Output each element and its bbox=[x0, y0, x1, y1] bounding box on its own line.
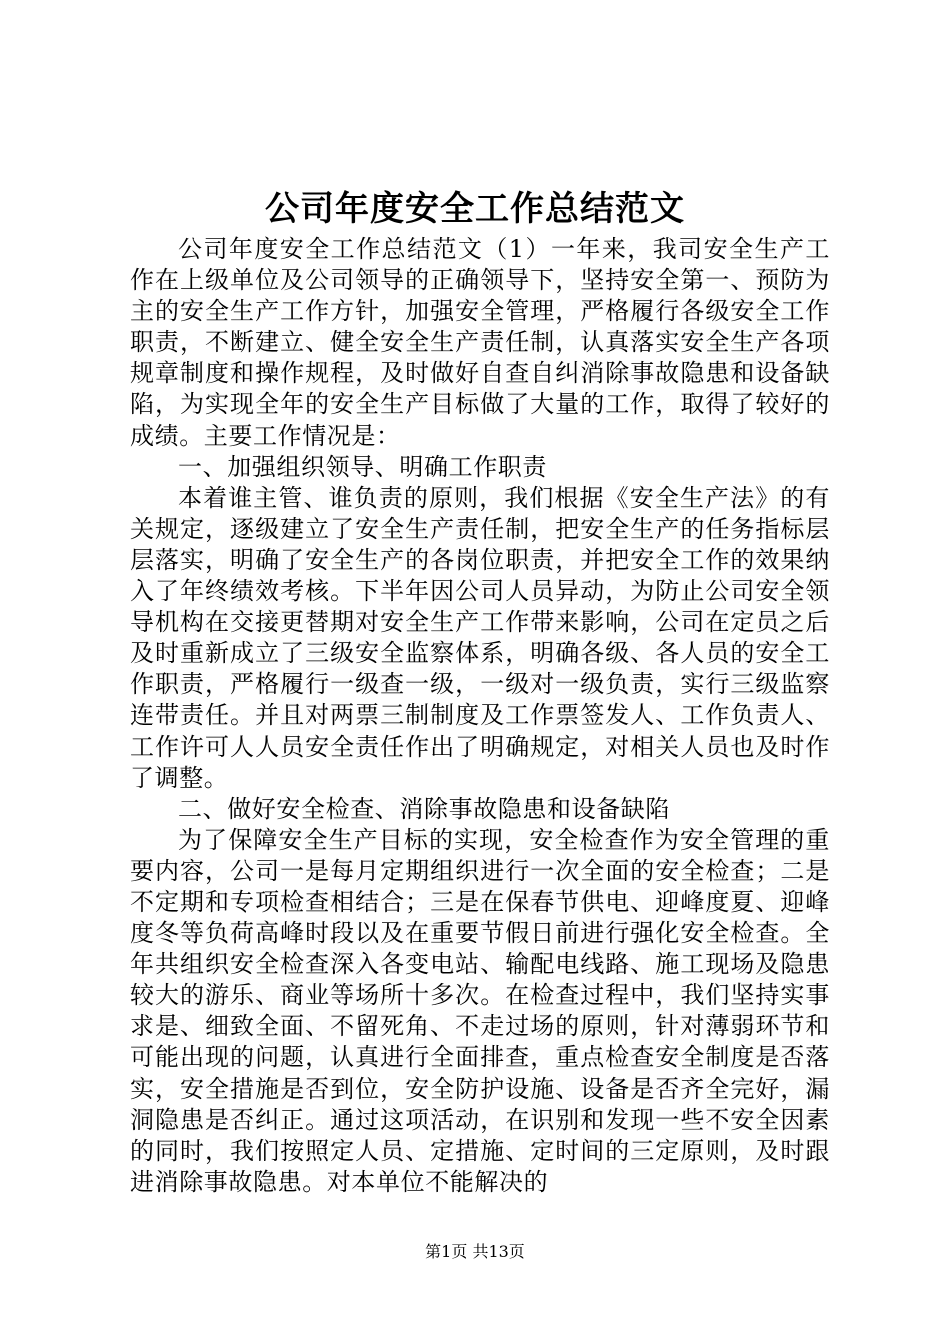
section-heading-2: 二、做好安全检查、消除事故隐患和设备缺陷 bbox=[178, 794, 670, 823]
document-body bbox=[130, 234, 830, 1198]
paragraph-intro: 公司年度安全工作总结范文（1）一年来，我司安全生产工作在上级单位及公司领导的正确领导下，坚持安全第一、预防为主的安全生产工作方针，加强安全管理，严格履行各级安全工作职责，不断建立、健全安全生产责任制，认真落实安全生产各项规章制度和操作规程，及时做好自查自纠消除事故隐患和设备缺陷，为实现全年的安全生产目标做了大量的工作，取得了较好的成绩。主要工作情况是： bbox=[130, 235, 830, 450]
paragraph-section-2: 为了保障安全生产目标的实现，安全检查作为安全管理的重要内容，公司一是每月定期组织进行一次全面的安全检查；二是不定期和专项检查相结合；三是在保春节供电、迎峰度夏、迎峰度冬等负荷高峰时段以及在重要节假日前进行强化安全检查。全年共组织安全检查深入各变电站、输配电线路、施工现场及隐患较大的游乐、商业等场所十多次。在检查过程中，我们坚持实事求是、细致全面、不留死角、不走过场的原则，针对薄弱环节和可能出现的问题，认真进行全面排查，重点检查安全制度是否落实，安全措施是否到位，安全防护设施、设备是否齐全完好，漏洞隐患是否纠正。通过这项活动，在识别和发现一些不安全因素的同时，我们按照定人员、定措施、定时间的三定原则，及时跟进消除事故隐患。对本单位不能解决的 bbox=[130, 825, 830, 1196]
paragraph-section-1: 本着谁主管、谁负责的原则，我们根据《安全生产法》的有关规定，逐级建立了安全生产责任制，把安全生产的任务指标层层落实，明确了安全生产的各岗位职责，并把安全工作的效果纳入了年终绩效考核。下半年因公司人员异动，为防止公司安全领导机构在交接更替期对安全生产工作带来影响，公司在定员之后及时重新成立了三级安全监察体系，明确各级、各人员的安全工作职责，严格履行一级查一级，一级对一级负责，实行三级监察连带责任。并且对两票三制制度及工作票签发人、工作负责人、工作许可人人员安全责任作出了明确规定，对相关人员也及时作了调整。 bbox=[130, 483, 830, 792]
document-title: 公司年度安全工作总结范文 bbox=[265, 189, 685, 229]
page-footer: 第1页 共13页 bbox=[425, 1242, 525, 1261]
section-heading-1: 一、加强组织领导、明确工作职责 bbox=[178, 452, 547, 481]
